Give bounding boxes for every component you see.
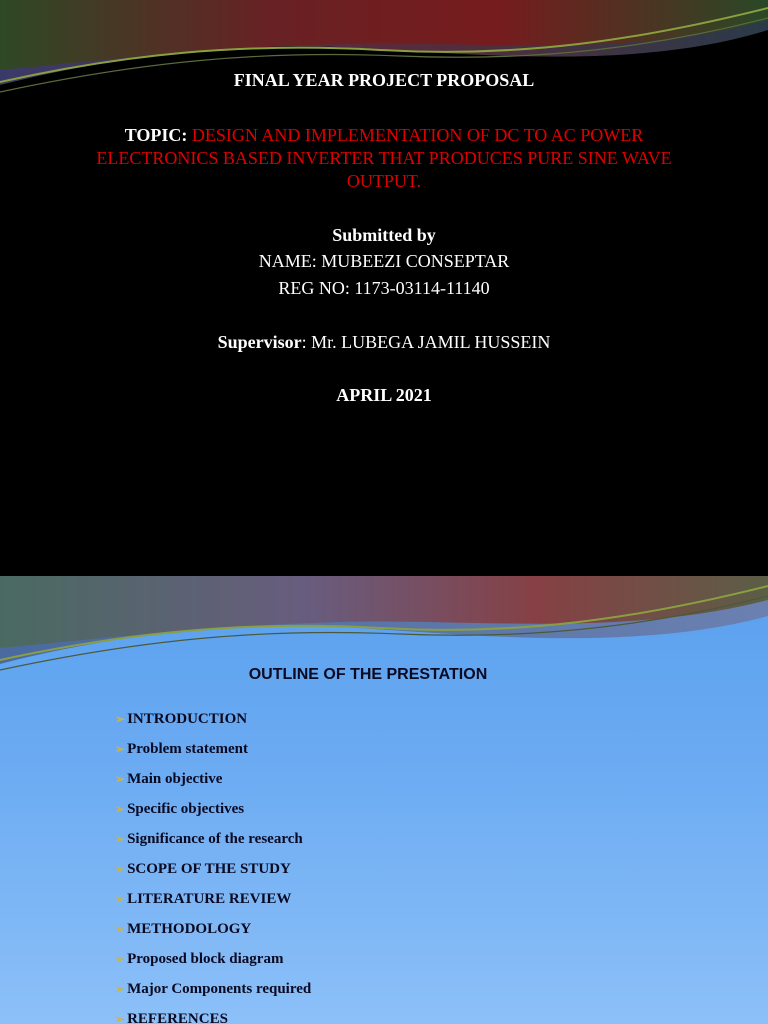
supervisor [0,332,768,353]
arrow-bullet-icon: ➢ [115,712,126,726]
student-name: NAME: MUBEEZI CONSEPTAR [258,251,510,271]
supervisor-label: Supervisor [217,332,302,352]
list-item [115,889,311,919]
outline-title: OUTLINE OF THE PRESTATION [248,666,488,683]
list-item-label: Main objective [127,771,223,787]
list-item-label: Major Components required [127,981,312,997]
arrow-bullet-icon: ➢ [115,982,126,996]
decorative-swoosh [0,0,768,120]
arrow-bullet-icon: ➢ [115,802,126,816]
list-item-label: Specific objectives [127,801,245,817]
registration-number: REG NO: 1173-03114-11140 [278,278,490,298]
list-item-label: INTRODUCTION [127,711,248,727]
list-item-label: LITERATURE REVIEW [127,891,292,907]
list-item [115,799,311,829]
list-item [115,739,311,769]
list-item-label: Proposed block diagram [127,951,284,967]
submitted-by: Submitted by [332,225,436,245]
list-item-label: Problem statement [127,741,248,757]
list-item [115,829,311,859]
topic-text: DESIGN AND IMPLEMENTATION OF DC TO AC POWER ELECTRONICS BASED INVERTER THAT PRODUCES PURE SINE WAVE OUTPUT. [96,125,672,191]
list-item [115,769,311,799]
list-item [115,979,311,1009]
topic-label: TOPIC: [124,125,188,145]
list-item [115,859,311,889]
outline-list [115,709,311,1024]
arrow-bullet-icon: ➢ [115,892,126,906]
supervisor-value: : Mr. LUBEGA JAMIL HUSSEIN [301,332,551,352]
outline-slide [0,576,768,1024]
list-item [115,709,311,739]
list-item [115,919,311,949]
arrow-bullet-icon: ➢ [115,772,126,786]
list-item-label: Significance of the research [127,831,303,847]
arrow-bullet-icon: ➢ [115,922,126,936]
arrow-bullet-icon: ➢ [115,1012,126,1024]
list-item [115,949,311,979]
list-item-label: SCOPE OF THE STUDY [127,861,291,877]
list-item-label: REFERENCES [127,1011,228,1024]
topic [0,124,768,193]
arrow-bullet-icon: ➢ [115,832,126,846]
date: APRIL 2021 [336,385,432,405]
arrow-bullet-icon: ➢ [115,742,126,756]
arrow-bullet-icon: ➢ [115,862,126,876]
list-item [115,1009,311,1024]
list-item-label: METHODOLOGY [127,921,252,937]
proposal-title: FINAL YEAR PROJECT PROPOSAL [233,70,535,90]
arrow-bullet-icon: ➢ [115,952,126,966]
